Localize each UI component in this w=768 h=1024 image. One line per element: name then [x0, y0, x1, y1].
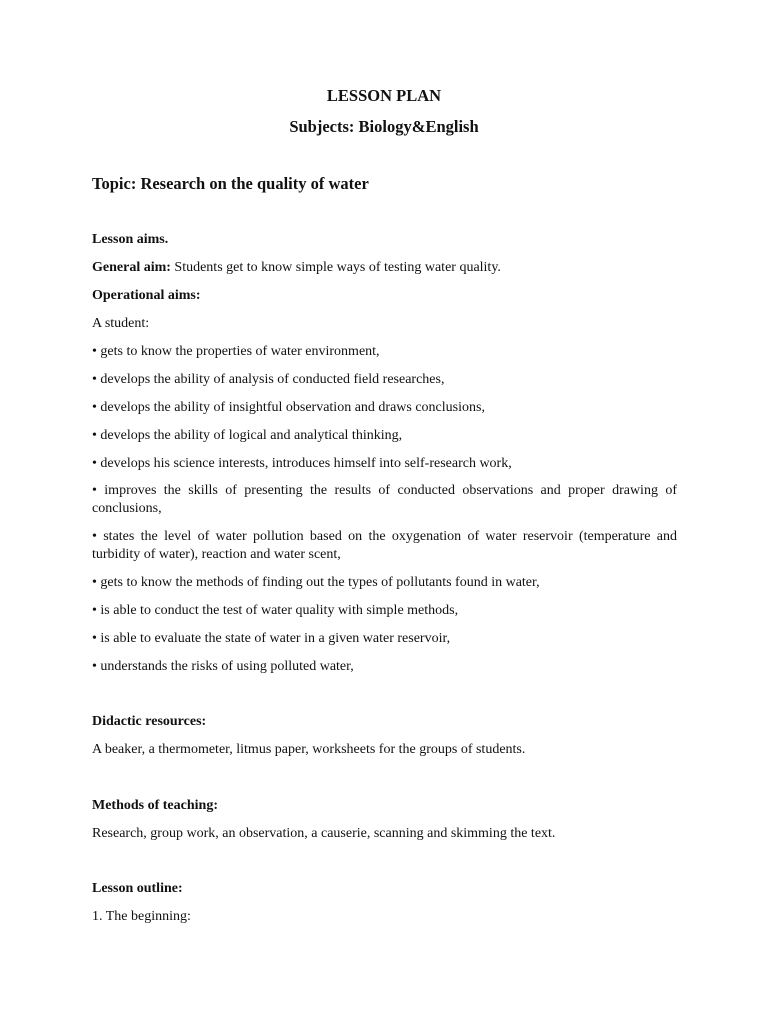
aim-item: • is able to evaluate the state of water in a given water reservoir, — [92, 631, 451, 646]
aim-item: • is able to conduct the test of water quality with simple methods, — [92, 603, 459, 618]
page-title: LESSON PLAN — [326, 86, 442, 105]
student-intro: A student: — [92, 316, 150, 331]
aim-item: • states the level of water pollution based on the oxygenation of water reservoir (temperature and turbidity of water), reaction and water scent, — [92, 529, 677, 562]
subjects-line: Subjects: Biology&English — [289, 117, 479, 136]
didactic-resources-heading: Didactic resources: — [92, 714, 207, 729]
lesson-aims-heading: Lesson aims. — [92, 232, 169, 247]
aim-item: • develops the ability of analysis of conducted field researches, — [92, 372, 445, 387]
general-aim-label: General aim: — [92, 260, 171, 275]
outline-item: 1. The beginning: — [92, 909, 191, 924]
methods-text: Research, group work, an observation, a causerie, scanning and skimming the text. — [92, 826, 556, 841]
aim-item: • gets to know the properties of water environment, — [92, 344, 380, 359]
general-aim-text: Students get to know simple ways of testing water quality. — [170, 260, 501, 275]
topic-line: Topic: Research on the quality of water — [92, 174, 369, 193]
methods-heading: Methods of teaching: — [92, 798, 218, 813]
general-aim — [92, 259, 677, 277]
lesson-outline-heading: Lesson outline: — [92, 881, 183, 896]
aim-item: • develops the ability of insightful observation and draws conclusions, — [92, 400, 485, 415]
aim-item: • develops his science interests, introduces himself into self-research work, — [92, 456, 512, 471]
didactic-resources-text: A beaker, a thermometer, litmus paper, worksheets for the groups of students. — [92, 742, 526, 757]
aim-item: • develops the ability of logical and analytical thinking, — [92, 428, 403, 443]
aim-item: • improves the skills of presenting the results of conducted observations and proper drawing of conclusions, — [92, 483, 677, 516]
aim-item: • gets to know the methods of finding out the types of pollutants found in water, — [92, 575, 540, 590]
aim-item: • understands the risks of using polluted water, — [92, 659, 354, 674]
operational-aims-heading: Operational aims: — [92, 288, 201, 303]
